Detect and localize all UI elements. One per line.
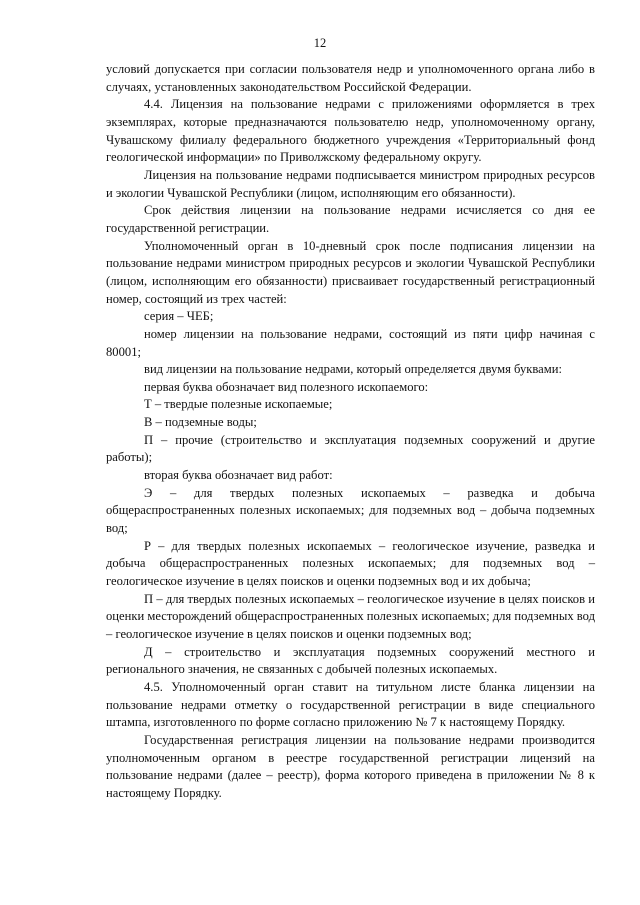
page-number: 12 (313, 36, 327, 50)
list-item-letter-p-exploration: П – для твердых полезных ископаемых – геологическое изучение в целях поисков и оценки месторождений общераспространенных полезных ископаемых; для подземных вод – геологическое изучение в целях поисков и оценки подземных вод; (106, 591, 595, 641)
paragraph-license-term: Срок действия лицензии на пользование недрами исчисляется со дня ее государственной регистрации. (106, 203, 595, 235)
list-item-letter-t: Т – твердые полезные ископаемые; (144, 397, 333, 412)
paragraph-registration-number: Уполномоченный орган в 10-дневный срок после подписания лицензии на пользование недрами министром природных ресурсов и экологии Чувашской Республики (лицом, исполняющим его обязанности) присваивает государственный регистрационный номер, состоящий из трех частей: (106, 238, 595, 306)
paragraph-4-5: 4.5. Уполномоченный орган ставит на титульном листе бланка лицензии на пользование недрами отметку о государственной регистрации в виде специального штампа, изготовленного по форме согласно приложению № 7 к настоящему Порядку. (106, 679, 595, 730)
list-item-license-type: вид лицензии на пользование недрами, который определяется двумя буквами: (144, 362, 562, 377)
list-item-second-letter: вторая буква обозначает вид работ: (144, 468, 333, 483)
paragraph-state-registration: Государственная регистрация лицензии на пользование недрами производится уполномоченным органом в реестре государственной регистрации лицензий на пользование недрами (далее – реестр), форма которого приведена в приложении № 8 к настоящему Порядку. (106, 732, 595, 800)
list-item-letter-v: В – подземные воды; (144, 415, 257, 430)
list-item-letter-r: Р – для твердых полезных ископаемых – геологическое изучение, разведка и добыча общераспространенных полезных ископаемых; для подземных вод – геологическое изучение в целях поисков и оценки подземных вод и их добыча; (106, 538, 595, 589)
list-item-license-number: номер лицензии на пользование недрами, состоящий из пяти цифр начиная с 80001; (106, 326, 595, 359)
list-item-series: серия – ЧЕБ; (144, 309, 214, 324)
paragraph-continuation: условий допускается при согласии пользователя недр и уполномоченного органа либо в случаях, установленных законодательством Российской Федерации. (106, 62, 595, 94)
list-item-letter-p-other: П – прочие (строительство и эксплуатация подземных сооружений и другие работы); (106, 432, 595, 465)
list-item-first-letter: первая буква обозначает вид полезного ископаемого: (144, 379, 429, 394)
list-item-letter-d: Д – строительство и эксплуатация подземных сооружений местного и регионального значения, не связанных с добычей полезных ископаемых. (106, 644, 595, 677)
list-item-letter-e: Э – для твердых полезных ископаемых – разведка и добыча общераспространенных полезных ископаемых; для подземных вод – добыча подземных вод; (106, 485, 595, 536)
paragraph-license-signing: Лицензия на пользование недрами подписывается министром природных ресурсов и экологии Чувашской Республики (лицом, исполняющим его обязанности). (106, 167, 595, 200)
document-body (106, 61, 595, 803)
paragraph-4-4: 4.4. Лицензия на пользование недрами с приложениями оформляется в трех экземплярах, которые предназначаются пользователю недр, уполномоченному органу, Чувашскому филиалу федерального бюджетного учреждения «Территориальный фонд геологической информации» по Приволжскому федеральному округу. (106, 97, 595, 165)
